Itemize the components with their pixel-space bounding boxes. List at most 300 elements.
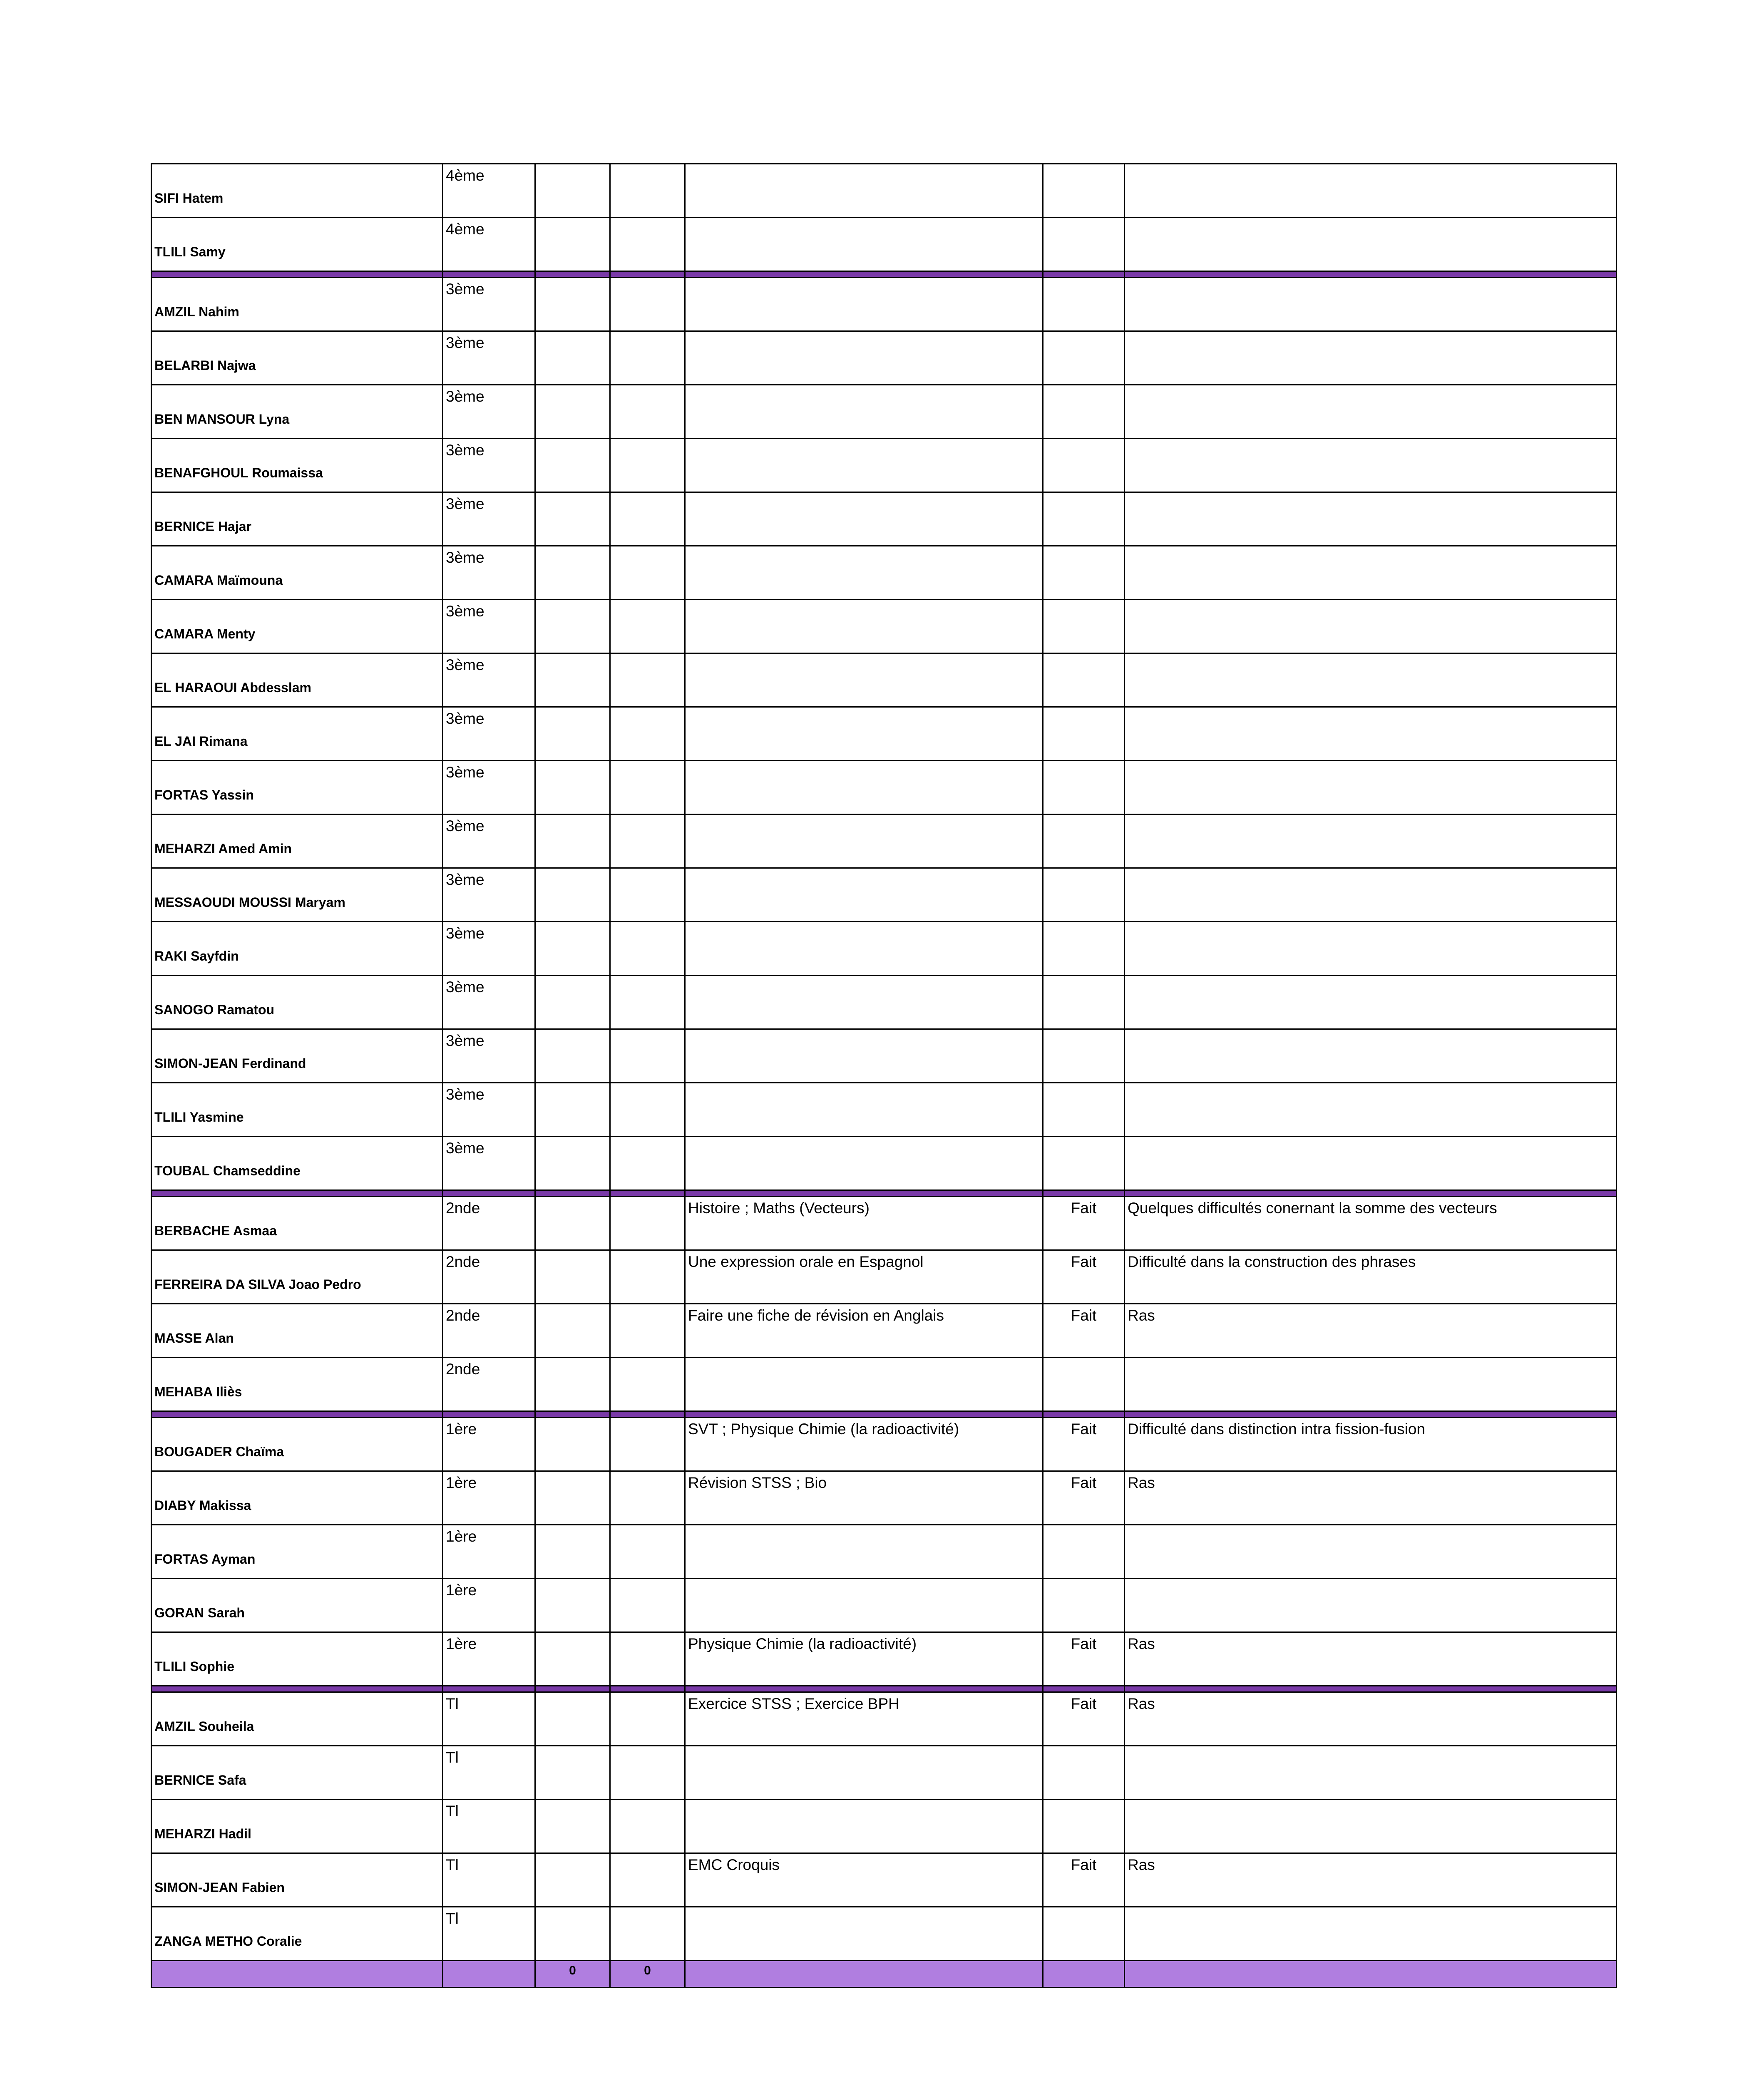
- table-row: [152, 707, 1617, 761]
- empty-cell: [535, 492, 610, 546]
- comment-cell: [1125, 546, 1617, 600]
- level-cell: 1ère: [443, 1525, 535, 1579]
- subject-cell: [685, 868, 1043, 922]
- separator-cell: [1043, 1411, 1125, 1418]
- level-cell: 3ème: [443, 653, 535, 707]
- level-cell: 1ère: [443, 1632, 535, 1686]
- separator-cell: [685, 1686, 1043, 1692]
- table-row: [152, 1692, 1617, 1746]
- subject-cell: [685, 1083, 1043, 1137]
- status-cell: [1043, 922, 1125, 976]
- student-name-cell: SIMON-JEAN Ferdinand: [152, 1029, 443, 1083]
- student-name-cell: SIFI Hatem: [152, 164, 443, 218]
- table-row: [152, 331, 1617, 385]
- separator-cell: [610, 271, 685, 278]
- level-cell: 3ème: [443, 976, 535, 1029]
- empty-cell: [610, 815, 685, 868]
- empty-cell: [535, 1358, 610, 1411]
- separator-cell: [443, 1686, 535, 1692]
- separator-cell: [685, 1411, 1043, 1418]
- empty-cell: [535, 761, 610, 815]
- table-row: [152, 1800, 1617, 1853]
- level-cell: Tl: [443, 1800, 535, 1853]
- subject-cell: [685, 164, 1043, 218]
- subject-cell: Faire une fiche de révision en Anglais: [685, 1304, 1043, 1358]
- subject-cell: SVT ; Physique Chimie (la radioactivité): [685, 1418, 1043, 1471]
- comment-cell: [1125, 1907, 1617, 1961]
- empty-cell: [610, 600, 685, 653]
- table-row: [152, 1083, 1617, 1137]
- empty-cell: [535, 1250, 610, 1304]
- subject-cell: Une expression orale en Espagnol: [685, 1250, 1043, 1304]
- empty-cell: [535, 278, 610, 331]
- subject-cell: [685, 492, 1043, 546]
- separator-cell: [152, 1686, 443, 1692]
- subject-cell: [685, 922, 1043, 976]
- status-cell: [1043, 218, 1125, 271]
- subject-cell: Exercice STSS ; Exercice BPH: [685, 1692, 1043, 1746]
- empty-cell: [610, 653, 685, 707]
- comment-cell: [1125, 868, 1617, 922]
- empty-cell: [535, 1083, 610, 1137]
- empty-cell: [535, 815, 610, 868]
- subject-cell: [685, 1579, 1043, 1632]
- student-name-cell: BENAFGHOUL Roumaissa: [152, 439, 443, 492]
- empty-cell: [610, 868, 685, 922]
- empty-cell: [535, 1692, 610, 1746]
- level-cell: Tl: [443, 1907, 535, 1961]
- comment-cell: Difficulté dans la construction des phrases: [1125, 1250, 1617, 1304]
- empty-cell: [535, 1471, 610, 1525]
- empty-cell: [535, 1029, 610, 1083]
- status-cell: [1043, 1083, 1125, 1137]
- empty-cell: [535, 1800, 610, 1853]
- level-cell: 2nde: [443, 1250, 535, 1304]
- level-cell: 3ème: [443, 492, 535, 546]
- separator-cell: [443, 271, 535, 278]
- empty-cell: [610, 1358, 685, 1411]
- table-row: [152, 1471, 1617, 1525]
- subject-cell: [685, 1525, 1043, 1579]
- student-name-cell: EL HARAOUI Abdesslam: [152, 653, 443, 707]
- student-name-cell: ZANGA METHO Coralie: [152, 1907, 443, 1961]
- empty-cell: [535, 1632, 610, 1686]
- totals-empty-cell: [1043, 1961, 1125, 1988]
- empty-cell: [535, 1137, 610, 1190]
- status-cell: Fait: [1043, 1471, 1125, 1525]
- empty-cell: [610, 1418, 685, 1471]
- empty-cell: [610, 1197, 685, 1250]
- status-cell: [1043, 546, 1125, 600]
- empty-cell: [610, 1907, 685, 1961]
- comment-cell: [1125, 815, 1617, 868]
- separator-cell: [152, 271, 443, 278]
- status-cell: [1043, 653, 1125, 707]
- level-cell: Tl: [443, 1692, 535, 1746]
- empty-cell: [535, 1304, 610, 1358]
- comment-cell: Difficulté dans distinction intra fission-fusion: [1125, 1418, 1617, 1471]
- table-row: [152, 922, 1617, 976]
- student-name-cell: AMZIL Nahim: [152, 278, 443, 331]
- comment-cell: [1125, 385, 1617, 439]
- subject-cell: [685, 1358, 1043, 1411]
- subject-cell: [685, 761, 1043, 815]
- status-cell: [1043, 1907, 1125, 1961]
- level-cell: 4ème: [443, 164, 535, 218]
- empty-cell: [610, 278, 685, 331]
- comment-cell: [1125, 653, 1617, 707]
- comment-cell: [1125, 1029, 1617, 1083]
- comment-cell: [1125, 1137, 1617, 1190]
- student-name-cell: CAMARA Menty: [152, 600, 443, 653]
- table-row: [152, 546, 1617, 600]
- comment-cell: Ras: [1125, 1632, 1617, 1686]
- empty-cell: [610, 218, 685, 271]
- empty-cell: [610, 331, 685, 385]
- subject-cell: EMC Croquis: [685, 1853, 1043, 1907]
- status-cell: [1043, 976, 1125, 1029]
- student-name-cell: BELARBI Najwa: [152, 331, 443, 385]
- student-name-cell: MASSE Alan: [152, 1304, 443, 1358]
- student-name-cell: MESSAOUDI MOUSSI Maryam: [152, 868, 443, 922]
- separator-cell: [685, 1190, 1043, 1197]
- empty-cell: [610, 1471, 685, 1525]
- table-row: [152, 1250, 1617, 1304]
- table-row: [152, 385, 1617, 439]
- empty-cell: [535, 653, 610, 707]
- student-name-cell: FERREIRA DA SILVA Joao Pedro: [152, 1250, 443, 1304]
- status-cell: [1043, 1746, 1125, 1800]
- subject-cell: [685, 546, 1043, 600]
- separator-cell: [685, 271, 1043, 278]
- comment-cell: [1125, 164, 1617, 218]
- table-row: [152, 1029, 1617, 1083]
- student-name-cell: GORAN Sarah: [152, 1579, 443, 1632]
- subject-cell: [685, 1746, 1043, 1800]
- student-name-cell: SIMON-JEAN Fabien: [152, 1853, 443, 1907]
- subject-cell: [685, 1029, 1043, 1083]
- student-name-cell: RAKI Sayfdin: [152, 922, 443, 976]
- subject-cell: [685, 653, 1043, 707]
- level-cell: 3ème: [443, 1083, 535, 1137]
- subject-cell: [685, 385, 1043, 439]
- status-cell: Fait: [1043, 1692, 1125, 1746]
- totals-empty-cell: [443, 1961, 535, 1988]
- status-cell: Fait: [1043, 1304, 1125, 1358]
- totals-empty-cell: [152, 1961, 443, 1988]
- separator-cell: [610, 1686, 685, 1692]
- status-cell: [1043, 1525, 1125, 1579]
- table-row: [152, 1418, 1617, 1471]
- table-row: [152, 1525, 1617, 1579]
- student-name-cell: BEN MANSOUR Lyna: [152, 385, 443, 439]
- table-row: [152, 1907, 1617, 1961]
- empty-cell: [535, 385, 610, 439]
- separator-cell: [535, 1686, 610, 1692]
- separator-cell: [152, 1411, 443, 1418]
- student-name-cell: MEHARZI Hadil: [152, 1800, 443, 1853]
- empty-cell: [610, 976, 685, 1029]
- level-cell: 3ème: [443, 600, 535, 653]
- table-row: [152, 164, 1617, 218]
- table-row: [152, 1137, 1617, 1190]
- subject-cell: [685, 976, 1043, 1029]
- level-cell: 2nde: [443, 1358, 535, 1411]
- level-cell: 3ème: [443, 707, 535, 761]
- comment-cell: [1125, 976, 1617, 1029]
- empty-cell: [535, 1418, 610, 1471]
- empty-cell: [535, 707, 610, 761]
- empty-cell: [610, 1083, 685, 1137]
- empty-cell: [610, 1029, 685, 1083]
- empty-cell: [610, 439, 685, 492]
- subject-cell: [685, 218, 1043, 271]
- subject-cell: [685, 331, 1043, 385]
- status-cell: [1043, 1579, 1125, 1632]
- comment-cell: [1125, 1579, 1617, 1632]
- subject-cell: Histoire ; Maths (Vecteurs): [685, 1197, 1043, 1250]
- group-separator: [152, 1190, 1617, 1197]
- status-cell: Fait: [1043, 1632, 1125, 1686]
- comment-cell: [1125, 1358, 1617, 1411]
- comment-cell: [1125, 761, 1617, 815]
- empty-cell: [535, 1746, 610, 1800]
- empty-cell: [535, 600, 610, 653]
- status-cell: [1043, 439, 1125, 492]
- status-cell: [1043, 385, 1125, 439]
- status-cell: Fait: [1043, 1197, 1125, 1250]
- empty-cell: [610, 1746, 685, 1800]
- student-name-cell: EL JAI Rimana: [152, 707, 443, 761]
- level-cell: Tl: [443, 1746, 535, 1800]
- totals-row: [152, 1961, 1617, 1988]
- student-name-cell: FORTAS Yassin: [152, 761, 443, 815]
- separator-cell: [443, 1411, 535, 1418]
- level-cell: 3ème: [443, 815, 535, 868]
- totals-empty-cell: [685, 1961, 1043, 1988]
- separator-cell: [1125, 271, 1617, 278]
- empty-cell: [535, 1579, 610, 1632]
- level-cell: 2nde: [443, 1197, 535, 1250]
- empty-cell: [610, 1304, 685, 1358]
- level-cell: 1ère: [443, 1579, 535, 1632]
- level-cell: 1ère: [443, 1471, 535, 1525]
- student-name-cell: AMZIL Souheila: [152, 1692, 443, 1746]
- empty-cell: [610, 707, 685, 761]
- empty-cell: [535, 331, 610, 385]
- total-cell: 0: [535, 1961, 610, 1988]
- comment-cell: Ras: [1125, 1853, 1617, 1907]
- group-separator: [152, 271, 1617, 278]
- level-cell: 3ème: [443, 868, 535, 922]
- comment-cell: [1125, 492, 1617, 546]
- level-cell: Tl: [443, 1853, 535, 1907]
- empty-cell: [610, 1525, 685, 1579]
- status-cell: Fait: [1043, 1853, 1125, 1907]
- separator-cell: [535, 271, 610, 278]
- level-cell: 3ème: [443, 278, 535, 331]
- separator-cell: [1043, 1686, 1125, 1692]
- empty-cell: [610, 1579, 685, 1632]
- status-cell: Fait: [1043, 1418, 1125, 1471]
- table-row: [152, 815, 1617, 868]
- table-row: [152, 1197, 1617, 1250]
- group-separator: [152, 1411, 1617, 1418]
- student-name-cell: BOUGADER Chaïma: [152, 1418, 443, 1471]
- level-cell: 3ème: [443, 385, 535, 439]
- subject-cell: Physique Chimie (la radioactivité): [685, 1632, 1043, 1686]
- empty-cell: [610, 546, 685, 600]
- status-cell: [1043, 1358, 1125, 1411]
- status-cell: [1043, 600, 1125, 653]
- student-name-cell: BERBACHE Asmaa: [152, 1197, 443, 1250]
- empty-cell: [610, 761, 685, 815]
- table-row: [152, 1304, 1617, 1358]
- student-name-cell: TOUBAL Chamseddine: [152, 1137, 443, 1190]
- student-name-cell: SANOGO Ramatou: [152, 976, 443, 1029]
- table-row: [152, 1632, 1617, 1686]
- separator-cell: [1043, 1190, 1125, 1197]
- comment-cell: [1125, 1525, 1617, 1579]
- empty-cell: [535, 922, 610, 976]
- empty-cell: [535, 218, 610, 271]
- empty-cell: [535, 439, 610, 492]
- group-separator: [152, 1686, 1617, 1692]
- separator-cell: [1125, 1190, 1617, 1197]
- table-row: [152, 218, 1617, 271]
- status-cell: [1043, 1029, 1125, 1083]
- level-cell: 3ème: [443, 761, 535, 815]
- level-cell: 3ème: [443, 546, 535, 600]
- table-row: [152, 600, 1617, 653]
- empty-cell: [535, 1525, 610, 1579]
- level-cell: 3ème: [443, 331, 535, 385]
- table-row: [152, 1853, 1617, 1907]
- student-name-cell: BERNICE Safa: [152, 1746, 443, 1800]
- status-cell: Fait: [1043, 1250, 1125, 1304]
- student-name-cell: DIABY Makissa: [152, 1471, 443, 1525]
- separator-cell: [1043, 271, 1125, 278]
- tutoring-table: [151, 163, 1617, 1988]
- separator-cell: [443, 1190, 535, 1197]
- empty-cell: [610, 1800, 685, 1853]
- empty-cell: [535, 1197, 610, 1250]
- separator-cell: [1125, 1411, 1617, 1418]
- level-cell: 3ème: [443, 439, 535, 492]
- comment-cell: [1125, 600, 1617, 653]
- status-cell: [1043, 1137, 1125, 1190]
- comment-cell: [1125, 1800, 1617, 1853]
- student-name-cell: FORTAS Ayman: [152, 1525, 443, 1579]
- status-cell: [1043, 707, 1125, 761]
- separator-cell: [1125, 1686, 1617, 1692]
- subject-cell: [685, 1907, 1043, 1961]
- level-cell: 1ère: [443, 1418, 535, 1471]
- empty-cell: [535, 976, 610, 1029]
- comment-cell: Ras: [1125, 1471, 1617, 1525]
- table-row: [152, 761, 1617, 815]
- comment-cell: [1125, 278, 1617, 331]
- separator-cell: [152, 1190, 443, 1197]
- status-cell: [1043, 761, 1125, 815]
- comment-cell: Ras: [1125, 1304, 1617, 1358]
- status-cell: [1043, 492, 1125, 546]
- empty-cell: [535, 164, 610, 218]
- comment-cell: [1125, 1746, 1617, 1800]
- comment-cell: [1125, 1083, 1617, 1137]
- empty-cell: [610, 1137, 685, 1190]
- total-cell: 0: [610, 1961, 685, 1988]
- table-row: [152, 653, 1617, 707]
- level-cell: 3ème: [443, 1137, 535, 1190]
- student-name-cell: TLILI Sophie: [152, 1632, 443, 1686]
- subject-cell: [685, 707, 1043, 761]
- empty-cell: [610, 1632, 685, 1686]
- empty-cell: [610, 922, 685, 976]
- separator-cell: [535, 1411, 610, 1418]
- separator-cell: [610, 1411, 685, 1418]
- subject-cell: Révision STSS ; Bio: [685, 1471, 1043, 1525]
- level-cell: 3ème: [443, 1029, 535, 1083]
- subject-cell: [685, 1800, 1043, 1853]
- table-row: [152, 976, 1617, 1029]
- empty-cell: [610, 1692, 685, 1746]
- student-name-cell: MEHARZI Amed Amin: [152, 815, 443, 868]
- status-cell: [1043, 164, 1125, 218]
- student-name-cell: TLILI Samy: [152, 218, 443, 271]
- subject-cell: [685, 1137, 1043, 1190]
- student-name-cell: CAMARA Maïmouna: [152, 546, 443, 600]
- status-cell: [1043, 815, 1125, 868]
- empty-cell: [610, 164, 685, 218]
- empty-cell: [535, 868, 610, 922]
- empty-cell: [610, 385, 685, 439]
- comment-cell: [1125, 218, 1617, 271]
- empty-cell: [535, 546, 610, 600]
- student-name-cell: BERNICE Hajar: [152, 492, 443, 546]
- empty-cell: [610, 1853, 685, 1907]
- subject-cell: [685, 439, 1043, 492]
- comment-cell: Quelques difficultés conernant la somme des vecteurs: [1125, 1197, 1617, 1250]
- empty-cell: [535, 1853, 610, 1907]
- table-row: [152, 278, 1617, 331]
- table-row: [152, 1746, 1617, 1800]
- table-row: [152, 1358, 1617, 1411]
- table-row: [152, 439, 1617, 492]
- level-cell: 2nde: [443, 1304, 535, 1358]
- level-cell: 4ème: [443, 218, 535, 271]
- student-name-cell: TLILI Yasmine: [152, 1083, 443, 1137]
- status-cell: [1043, 278, 1125, 331]
- table-body: [152, 164, 1617, 1988]
- totals-empty-cell: [1125, 1961, 1617, 1988]
- table-row: [152, 492, 1617, 546]
- status-cell: [1043, 331, 1125, 385]
- table-row: [152, 1579, 1617, 1632]
- empty-cell: [610, 492, 685, 546]
- separator-cell: [535, 1190, 610, 1197]
- subject-cell: [685, 815, 1043, 868]
- comment-cell: [1125, 331, 1617, 385]
- status-cell: [1043, 868, 1125, 922]
- subject-cell: [685, 278, 1043, 331]
- separator-cell: [610, 1190, 685, 1197]
- status-cell: [1043, 1800, 1125, 1853]
- comment-cell: [1125, 439, 1617, 492]
- empty-cell: [610, 1250, 685, 1304]
- table-row: [152, 868, 1617, 922]
- level-cell: 3ème: [443, 922, 535, 976]
